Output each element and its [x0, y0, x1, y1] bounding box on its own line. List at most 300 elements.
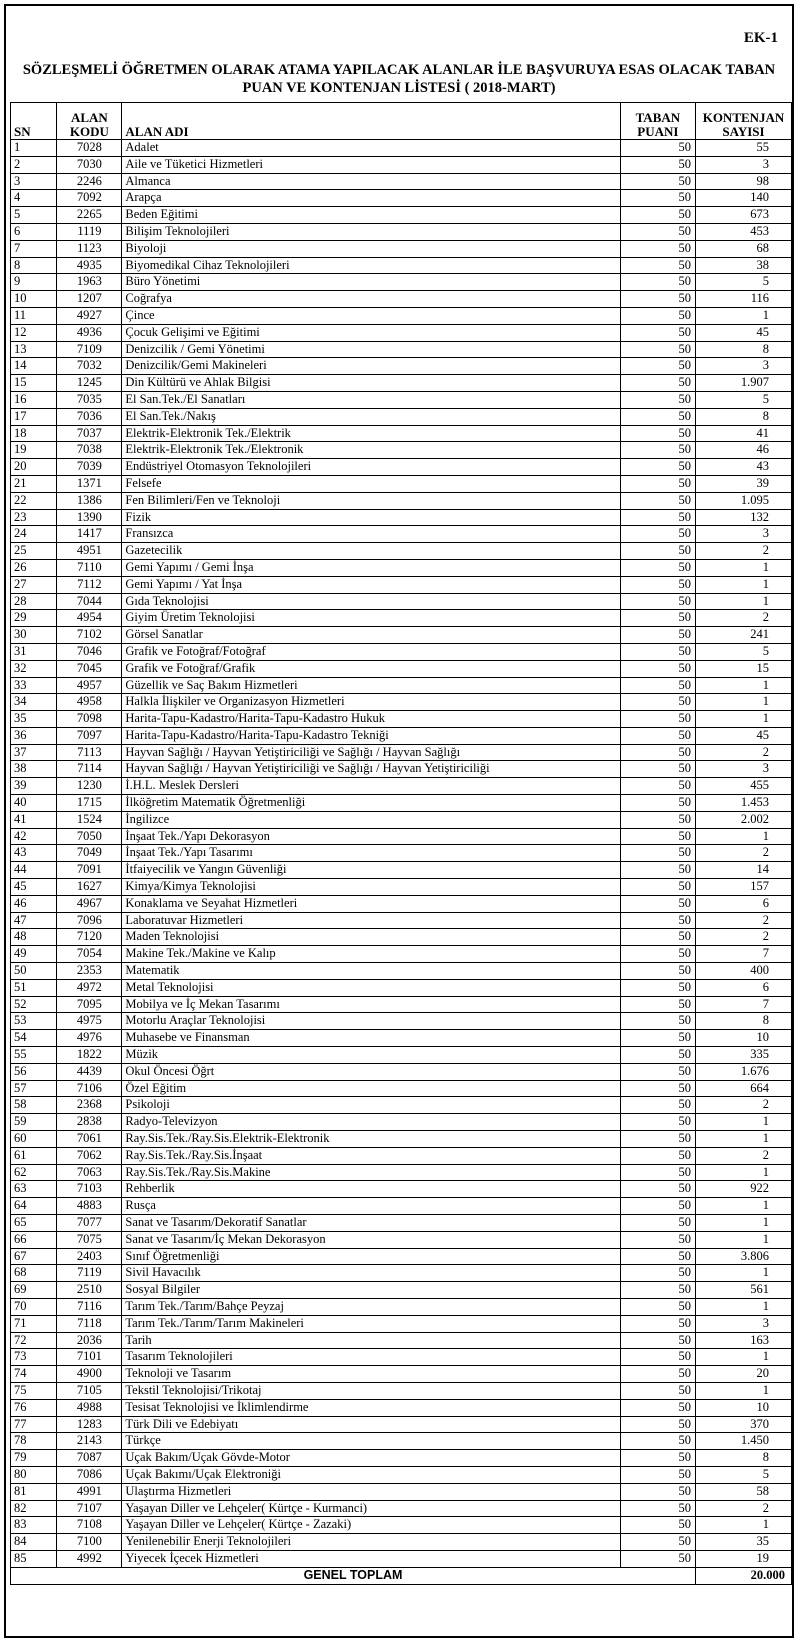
cell-alan-adi: Biyomedikal Cihaz Teknolojileri [122, 257, 620, 274]
cell-kontenjan: 1 [696, 1164, 792, 1181]
table-body [11, 140, 792, 1568]
cell-alan-adi: İnşaat Tek./Yapı Tasarımı [122, 845, 620, 862]
cell-kontenjan: 15 [696, 660, 792, 677]
table-row [11, 140, 792, 157]
cell-kontenjan: 43 [696, 459, 792, 476]
cell-taban-puani: 50 [620, 1382, 695, 1399]
cell-taban-puani: 50 [620, 391, 695, 408]
cell-sn: 31 [11, 643, 57, 660]
cell-sn: 19 [11, 442, 57, 459]
table-row [11, 408, 792, 425]
cell-kontenjan: 5 [696, 391, 792, 408]
cell-alan-adi: Makine Tek./Makine ve Kalıp [122, 946, 620, 963]
cell-taban-puani: 50 [620, 828, 695, 845]
cell-kontenjan: 1 [696, 1382, 792, 1399]
cell-alan-adi: Ray.Sis.Tek./Ray.Sis.Makine [122, 1164, 620, 1181]
cell-alan-kodu: 4992 [57, 1550, 122, 1567]
cell-sn: 1 [11, 140, 57, 157]
cell-alan-kodu: 2403 [57, 1248, 122, 1265]
cell-sn: 68 [11, 1265, 57, 1282]
cell-taban-puani: 50 [620, 895, 695, 912]
cell-taban-puani: 50 [620, 1466, 695, 1483]
cell-sn: 76 [11, 1399, 57, 1416]
table-row [11, 459, 792, 476]
cell-alan-kodu: 1963 [57, 274, 122, 291]
cell-alan-adi: Halkla İlişkiler ve Organizasyon Hizmetleri [122, 694, 620, 711]
cell-alan-adi: Muhasebe ve Finansman [122, 1030, 620, 1047]
cell-alan-kodu: 7100 [57, 1534, 122, 1551]
cell-alan-adi: Yiyecek İçecek Hizmetleri [122, 1550, 620, 1567]
cell-alan-kodu: 7112 [57, 576, 122, 593]
cell-kontenjan: 2 [696, 610, 792, 627]
cell-sn: 41 [11, 811, 57, 828]
cell-alan-kodu: 7102 [57, 627, 122, 644]
cell-alan-kodu: 2838 [57, 1114, 122, 1131]
table-row [11, 257, 792, 274]
cell-kontenjan: 5 [696, 1466, 792, 1483]
cell-sn: 62 [11, 1164, 57, 1181]
cell-alan-adi: İlköğretim Matematik Öğretmenliği [122, 795, 620, 812]
cell-sn: 54 [11, 1030, 57, 1047]
cell-kontenjan: 2 [696, 929, 792, 946]
cell-kontenjan: 3.806 [696, 1248, 792, 1265]
cell-alan-kodu: 7095 [57, 996, 122, 1013]
cell-alan-kodu: 2353 [57, 963, 122, 980]
cell-kontenjan: 8 [696, 408, 792, 425]
cell-alan-adi: Türk Dili ve Edebiyatı [122, 1416, 620, 1433]
cell-kontenjan: 3 [696, 156, 792, 173]
cell-kontenjan: 10 [696, 1030, 792, 1047]
cell-alan-kodu: 7049 [57, 845, 122, 862]
cell-sn: 30 [11, 627, 57, 644]
cell-taban-puani: 50 [620, 1114, 695, 1131]
cell-taban-puani: 50 [620, 559, 695, 576]
table-row [11, 1215, 792, 1232]
table-row [11, 1550, 792, 1567]
table-row [11, 526, 792, 543]
cell-kontenjan: 1 [696, 307, 792, 324]
cell-sn: 10 [11, 291, 57, 308]
cell-taban-puani: 50 [620, 1080, 695, 1097]
cell-taban-puani: 50 [620, 610, 695, 627]
cell-alan-kodu: 7075 [57, 1231, 122, 1248]
cell-alan-kodu: 7087 [57, 1450, 122, 1467]
cell-sn: 84 [11, 1534, 57, 1551]
cell-kontenjan: 1 [696, 1231, 792, 1248]
cell-sn: 81 [11, 1483, 57, 1500]
cell-alan-adi: Tarım Tek./Tarım/Tarım Makineleri [122, 1315, 620, 1332]
cell-alan-adi: Elektrik-Elektronik Tek./Elektrik [122, 425, 620, 442]
cell-taban-puani: 50 [620, 643, 695, 660]
cell-alan-kodu: 2510 [57, 1282, 122, 1299]
cell-taban-puani: 50 [620, 677, 695, 694]
cell-alan-adi: Radyo-Televizyon [122, 1114, 620, 1131]
cell-alan-adi: Arapça [122, 190, 620, 207]
cell-sn: 51 [11, 979, 57, 996]
cell-alan-kodu: 7054 [57, 946, 122, 963]
cell-taban-puani: 50 [620, 475, 695, 492]
cell-alan-kodu: 7091 [57, 862, 122, 879]
cell-kontenjan: 400 [696, 963, 792, 980]
cell-sn: 44 [11, 862, 57, 879]
cell-alan-kodu: 7045 [57, 660, 122, 677]
cell-alan-adi: Ulaştırma Hizmetleri [122, 1483, 620, 1500]
cell-taban-puani: 50 [620, 257, 695, 274]
table-row [11, 845, 792, 862]
table-row [11, 324, 792, 341]
table-row [11, 1131, 792, 1148]
table-row [11, 1534, 792, 1551]
cell-taban-puani: 50 [620, 307, 695, 324]
cell-sn: 53 [11, 1013, 57, 1030]
cell-taban-puani: 50 [620, 946, 695, 963]
table-row [11, 1147, 792, 1164]
cell-sn: 4 [11, 190, 57, 207]
cell-alan-kodu: 7036 [57, 408, 122, 425]
cell-alan-adi: Gemi Yapımı / Yat İnşa [122, 576, 620, 593]
table-row [11, 694, 792, 711]
cell-alan-kodu: 7032 [57, 358, 122, 375]
cell-kontenjan: 561 [696, 1282, 792, 1299]
cell-kontenjan: 157 [696, 879, 792, 896]
table-row [11, 1080, 792, 1097]
cell-kontenjan: 1 [696, 677, 792, 694]
cell-kontenjan: 1 [696, 1215, 792, 1232]
cell-kontenjan: 2 [696, 1500, 792, 1517]
cell-taban-puani: 50 [620, 845, 695, 862]
cell-alan-kodu: 4883 [57, 1198, 122, 1215]
cell-taban-puani: 50 [620, 492, 695, 509]
cell-sn: 60 [11, 1131, 57, 1148]
cell-kontenjan: 1.450 [696, 1433, 792, 1450]
table-row [11, 559, 792, 576]
cell-alan-kodu: 7030 [57, 156, 122, 173]
cell-kontenjan: 8 [696, 1450, 792, 1467]
cell-sn: 45 [11, 879, 57, 896]
cell-taban-puani: 50 [620, 1332, 695, 1349]
cell-sn: 67 [11, 1248, 57, 1265]
cell-alan-kodu: 7113 [57, 744, 122, 761]
cell-taban-puani: 50 [620, 274, 695, 291]
cell-sn: 42 [11, 828, 57, 845]
cell-alan-adi: Endüstriyel Otomasyon Teknolojileri [122, 459, 620, 476]
cell-taban-puani: 50 [620, 862, 695, 879]
cell-kontenjan: 1.907 [696, 375, 792, 392]
table-row [11, 610, 792, 627]
table-row [11, 660, 792, 677]
cell-alan-adi: Motorlu Araçlar Teknolojisi [122, 1013, 620, 1030]
cell-alan-adi: Biyoloji [122, 240, 620, 257]
cell-taban-puani: 50 [620, 324, 695, 341]
cell-alan-adi: Tasarım Teknolojileri [122, 1349, 620, 1366]
cell-alan-adi: Giyim Üretim Teknolojisi [122, 610, 620, 627]
cell-taban-puani: 50 [620, 459, 695, 476]
cell-alan-kodu: 4954 [57, 610, 122, 627]
table-row [11, 627, 792, 644]
cell-kontenjan: 1.676 [696, 1063, 792, 1080]
table-row [11, 1282, 792, 1299]
cell-alan-kodu: 4991 [57, 1483, 122, 1500]
table-row [11, 1164, 792, 1181]
table-row [11, 828, 792, 845]
cell-alan-adi: Sosyal Bilgiler [122, 1282, 620, 1299]
cell-alan-adi: Yaşayan Diller ve Lehçeler( Kürtçe - Kurmanci) [122, 1500, 620, 1517]
cell-taban-puani: 50 [620, 1265, 695, 1282]
table-row [11, 543, 792, 560]
cell-sn: 46 [11, 895, 57, 912]
cell-sn: 63 [11, 1181, 57, 1198]
table-row [11, 711, 792, 728]
cell-kontenjan: 132 [696, 509, 792, 526]
cell-alan-adi: Laboratuvar Hizmetleri [122, 912, 620, 929]
cell-taban-puani: 50 [620, 240, 695, 257]
cell-alan-kodu: 4936 [57, 324, 122, 341]
table-row [11, 1433, 792, 1450]
cell-taban-puani: 50 [620, 341, 695, 358]
cell-alan-adi: Tekstil Teknolojisi/Trikotaj [122, 1382, 620, 1399]
cell-sn: 39 [11, 778, 57, 795]
cell-sn: 37 [11, 744, 57, 761]
cell-alan-adi: Coğrafya [122, 291, 620, 308]
cell-alan-kodu: 1627 [57, 879, 122, 896]
cell-alan-kodu: 7028 [57, 140, 122, 157]
cell-alan-kodu: 1283 [57, 1416, 122, 1433]
cell-alan-kodu: 7035 [57, 391, 122, 408]
cell-sn: 25 [11, 543, 57, 560]
cell-sn: 50 [11, 963, 57, 980]
cell-taban-puani: 50 [620, 711, 695, 728]
cell-kontenjan: 7 [696, 996, 792, 1013]
table-row [11, 1366, 792, 1383]
table-row [11, 1416, 792, 1433]
title-line-1: SÖZLEŞMELİ ÖĞRETMEN OLARAK ATAMA YAPILACAK ALANLAR İLE BAŞVURUYA ESAS OLACAK TABAN [22, 62, 776, 78]
cell-alan-kodu: 7119 [57, 1265, 122, 1282]
cell-sn: 16 [11, 391, 57, 408]
table-row [11, 1063, 792, 1080]
cell-alan-adi: Gazetecilik [122, 543, 620, 560]
cell-taban-puani: 50 [620, 1349, 695, 1366]
cell-kontenjan: 1 [696, 694, 792, 711]
cell-alan-kodu: 2143 [57, 1433, 122, 1450]
cell-taban-puani: 50 [620, 1030, 695, 1047]
cell-taban-puani: 50 [620, 1147, 695, 1164]
cell-kontenjan: 2 [696, 1097, 792, 1114]
document-title [6, 61, 792, 97]
cell-sn: 59 [11, 1114, 57, 1131]
cell-alan-adi: El San.Tek./El Sanatları [122, 391, 620, 408]
cell-kontenjan: 8 [696, 1013, 792, 1030]
cell-kontenjan: 7 [696, 946, 792, 963]
cell-taban-puani: 50 [620, 207, 695, 224]
cell-kontenjan: 5 [696, 643, 792, 660]
cell-taban-puani: 50 [620, 358, 695, 375]
cell-kontenjan: 3 [696, 526, 792, 543]
cell-taban-puani: 50 [620, 1215, 695, 1232]
cell-sn: 23 [11, 509, 57, 526]
cell-alan-kodu: 1386 [57, 492, 122, 509]
cell-taban-puani: 50 [620, 1047, 695, 1064]
cell-sn: 15 [11, 375, 57, 392]
cell-taban-puani: 50 [620, 979, 695, 996]
cell-sn: 83 [11, 1517, 57, 1534]
cell-taban-puani: 50 [620, 156, 695, 173]
table-row [11, 727, 792, 744]
table-row [11, 912, 792, 929]
cell-kontenjan: 46 [696, 442, 792, 459]
cell-alan-kodu: 1207 [57, 291, 122, 308]
cell-alan-kodu: 7061 [57, 1131, 122, 1148]
cell-taban-puani: 50 [620, 173, 695, 190]
cell-sn: 66 [11, 1231, 57, 1248]
cell-alan-kodu: 7077 [57, 1215, 122, 1232]
cell-alan-adi: Gemi Yapımı / Gemi İnşa [122, 559, 620, 576]
cell-sn: 77 [11, 1416, 57, 1433]
cell-sn: 38 [11, 761, 57, 778]
cell-alan-kodu: 1230 [57, 778, 122, 795]
cell-taban-puani: 50 [620, 190, 695, 207]
cell-alan-kodu: 4967 [57, 895, 122, 912]
cell-alan-kodu: 7098 [57, 711, 122, 728]
table-row [11, 1248, 792, 1265]
cell-taban-puani: 50 [620, 1315, 695, 1332]
cell-alan-kodu: 7105 [57, 1382, 122, 1399]
header-sn: SN [11, 103, 57, 140]
cell-sn: 70 [11, 1298, 57, 1315]
cell-alan-kodu: 7044 [57, 593, 122, 610]
cell-alan-kodu: 7039 [57, 459, 122, 476]
cell-kontenjan: 19 [696, 1550, 792, 1567]
header-alan-kodu: ALAN KODU [57, 103, 122, 140]
cell-kontenjan: 241 [696, 627, 792, 644]
cell-alan-kodu: 7038 [57, 442, 122, 459]
cell-sn: 22 [11, 492, 57, 509]
cell-alan-adi: Kimya/Kimya Teknolojisi [122, 879, 620, 896]
cell-taban-puani: 50 [620, 811, 695, 828]
cell-sn: 43 [11, 845, 57, 862]
cell-sn: 48 [11, 929, 57, 946]
cell-sn: 11 [11, 307, 57, 324]
cell-taban-puani: 50 [620, 1550, 695, 1567]
cell-kontenjan: 1 [696, 1265, 792, 1282]
table-row [11, 1265, 792, 1282]
cell-sn: 17 [11, 408, 57, 425]
cell-taban-puani: 50 [620, 879, 695, 896]
cell-taban-puani: 50 [620, 963, 695, 980]
table-row [11, 929, 792, 946]
table-row [11, 173, 792, 190]
cell-sn: 61 [11, 1147, 57, 1164]
cell-alan-kodu: 1119 [57, 223, 122, 240]
cell-kontenjan: 1 [696, 1517, 792, 1534]
cell-sn: 18 [11, 425, 57, 442]
header-taban-puani: TABAN PUANI [620, 103, 695, 140]
cell-kontenjan: 1 [696, 1131, 792, 1148]
cell-sn: 35 [11, 711, 57, 728]
cell-alan-kodu: 7092 [57, 190, 122, 207]
cell-taban-puani: 50 [620, 1282, 695, 1299]
cell-kontenjan: 14 [696, 862, 792, 879]
cell-sn: 13 [11, 341, 57, 358]
cell-alan-adi: Görsel Sanatlar [122, 627, 620, 644]
table-row [11, 291, 792, 308]
cell-alan-adi: Çince [122, 307, 620, 324]
cell-alan-adi: Matematik [122, 963, 620, 980]
table-row [11, 1517, 792, 1534]
cell-sn: 21 [11, 475, 57, 492]
cell-taban-puani: 50 [620, 1366, 695, 1383]
cell-kontenjan: 922 [696, 1181, 792, 1198]
cell-taban-puani: 50 [620, 912, 695, 929]
cell-taban-puani: 50 [620, 1231, 695, 1248]
table-row [11, 1332, 792, 1349]
cell-alan-adi: Hayvan Sağlığı / Hayvan Yetiştiriciliği ve Sağlığı / Hayvan Sağlığı [122, 744, 620, 761]
cell-alan-kodu: 1371 [57, 475, 122, 492]
cell-alan-kodu: 2036 [57, 1332, 122, 1349]
cell-kontenjan: 45 [696, 324, 792, 341]
cell-alan-adi: Tesisat Teknolojisi ve İklimlendirme [122, 1399, 620, 1416]
cell-sn: 73 [11, 1349, 57, 1366]
cell-sn: 29 [11, 610, 57, 627]
cell-sn: 79 [11, 1450, 57, 1467]
cell-taban-puani: 50 [620, 744, 695, 761]
cell-alan-adi: Tarih [122, 1332, 620, 1349]
cell-taban-puani: 50 [620, 1450, 695, 1467]
cell-taban-puani: 50 [620, 1433, 695, 1450]
cell-alan-adi: Sınıf Öğretmenliği [122, 1248, 620, 1265]
cell-taban-puani: 50 [620, 727, 695, 744]
cell-alan-adi: Denizcilik / Gemi Yönetimi [122, 341, 620, 358]
cell-alan-kodu: 4957 [57, 677, 122, 694]
cell-taban-puani: 50 [620, 761, 695, 778]
cell-kontenjan: 335 [696, 1047, 792, 1064]
cell-sn: 49 [11, 946, 57, 963]
document-page [4, 4, 794, 1638]
cell-alan-kodu: 2368 [57, 1097, 122, 1114]
total-label: GENEL TOPLAM [11, 1567, 696, 1584]
cell-kontenjan: 68 [696, 240, 792, 257]
cell-sn: 58 [11, 1097, 57, 1114]
table-row [11, 1198, 792, 1215]
cell-kontenjan: 35 [696, 1534, 792, 1551]
cell-alan-adi: İnşaat Tek./Yapı Dekorasyon [122, 828, 620, 845]
table-row [11, 492, 792, 509]
cell-taban-puani: 50 [620, 996, 695, 1013]
table-row [11, 761, 792, 778]
cell-alan-adi: Türkçe [122, 1433, 620, 1450]
table-row [11, 778, 792, 795]
cell-alan-adi: Çocuk Gelişimi ve Eğitimi [122, 324, 620, 341]
cell-alan-kodu: 4951 [57, 543, 122, 560]
cell-alan-kodu: 7050 [57, 828, 122, 845]
table-row [11, 996, 792, 1013]
cell-alan-adi: İ.H.L. Meslek Dersleri [122, 778, 620, 795]
cell-sn: 74 [11, 1366, 57, 1383]
cell-kontenjan: 2 [696, 912, 792, 929]
cell-kontenjan: 370 [696, 1416, 792, 1433]
cell-sn: 24 [11, 526, 57, 543]
table-row [11, 963, 792, 980]
table-row [11, 358, 792, 375]
cell-kontenjan: 20 [696, 1366, 792, 1383]
cell-alan-kodu: 2246 [57, 173, 122, 190]
cell-alan-kodu: 4439 [57, 1063, 122, 1080]
table-row [11, 1500, 792, 1517]
cell-taban-puani: 50 [620, 375, 695, 392]
cell-sn: 9 [11, 274, 57, 291]
cell-alan-kodu: 7109 [57, 341, 122, 358]
cell-sn: 34 [11, 694, 57, 711]
cell-sn: 64 [11, 1198, 57, 1215]
